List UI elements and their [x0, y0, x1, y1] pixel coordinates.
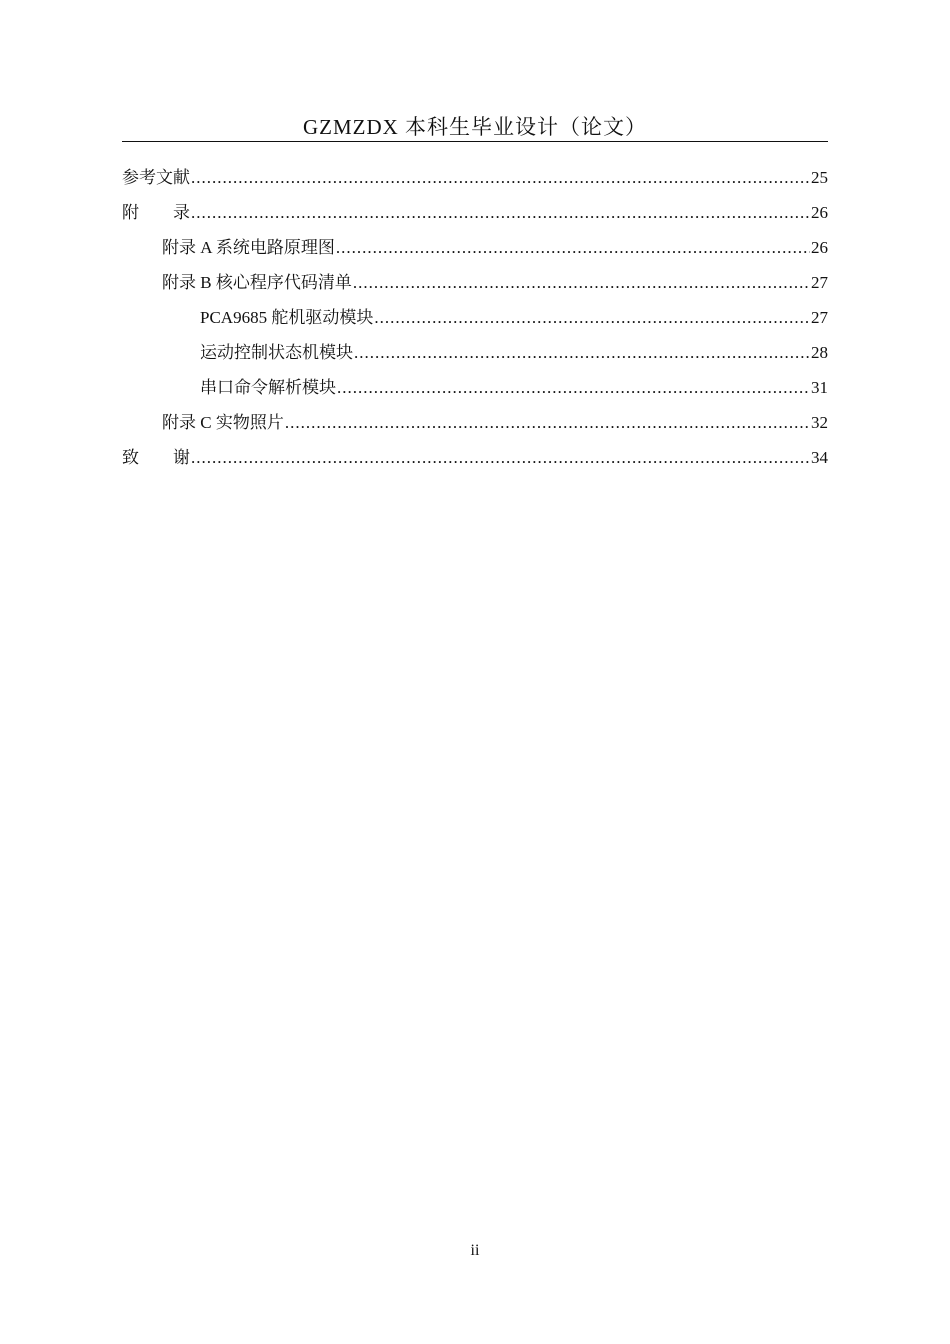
toc-entry-page: 26	[811, 203, 828, 222]
toc-dot-leader	[354, 335, 810, 370]
toc-entry[interactable]	[122, 195, 828, 230]
toc-dot-leader	[191, 160, 810, 195]
toc-entry[interactable]	[122, 440, 828, 475]
toc-entry[interactable]	[122, 370, 828, 405]
toc-entry[interactable]	[122, 335, 828, 370]
toc-entry-page: 34	[811, 448, 828, 467]
toc-dot-leader	[191, 195, 810, 230]
page-number: ii	[470, 1242, 480, 1259]
page-header-title: GZMZDX 本科生毕业设计（论文）	[302, 115, 648, 139]
toc-dot-leader	[285, 405, 810, 440]
toc-entry-title: 附 录	[122, 203, 190, 222]
toc-entry-page: 25	[811, 168, 828, 187]
header-rule	[122, 141, 828, 142]
toc-entry[interactable]	[122, 300, 828, 335]
toc-entry-page: 27	[811, 308, 828, 327]
toc-entry[interactable]	[122, 405, 828, 440]
toc-entry-title: 附录 C 实物照片	[162, 413, 284, 432]
toc-dot-leader	[337, 370, 810, 405]
toc-entry-page: 27	[811, 273, 828, 292]
toc-entry[interactable]	[122, 230, 828, 265]
toc-entry-title: PCA9685 舵机驱动模块	[200, 308, 374, 327]
toc-dot-leader	[374, 300, 810, 335]
table-of-contents	[122, 160, 828, 475]
toc-dot-leader	[191, 440, 810, 475]
toc-entry-page: 28	[811, 343, 828, 362]
toc-entry-title: 参考文献	[122, 168, 190, 187]
toc-entry-title: 附录 B 核心程序代码清单	[162, 273, 352, 292]
toc-entry[interactable]	[122, 160, 828, 195]
toc-entry-title: 运动控制状态机模块	[200, 343, 353, 362]
toc-entry-title: 致 谢	[122, 448, 190, 467]
toc-entry-title: 串口命令解析模块	[200, 378, 336, 397]
toc-entry-title: 附录 A 系统电路原理图	[162, 238, 335, 257]
toc-dot-leader	[336, 230, 810, 265]
toc-entry-page: 32	[811, 413, 828, 432]
toc-entry[interactable]	[122, 265, 828, 300]
toc-dot-leader	[353, 265, 810, 300]
toc-entry-page: 31	[811, 378, 828, 397]
toc-entry-page: 26	[811, 238, 828, 257]
